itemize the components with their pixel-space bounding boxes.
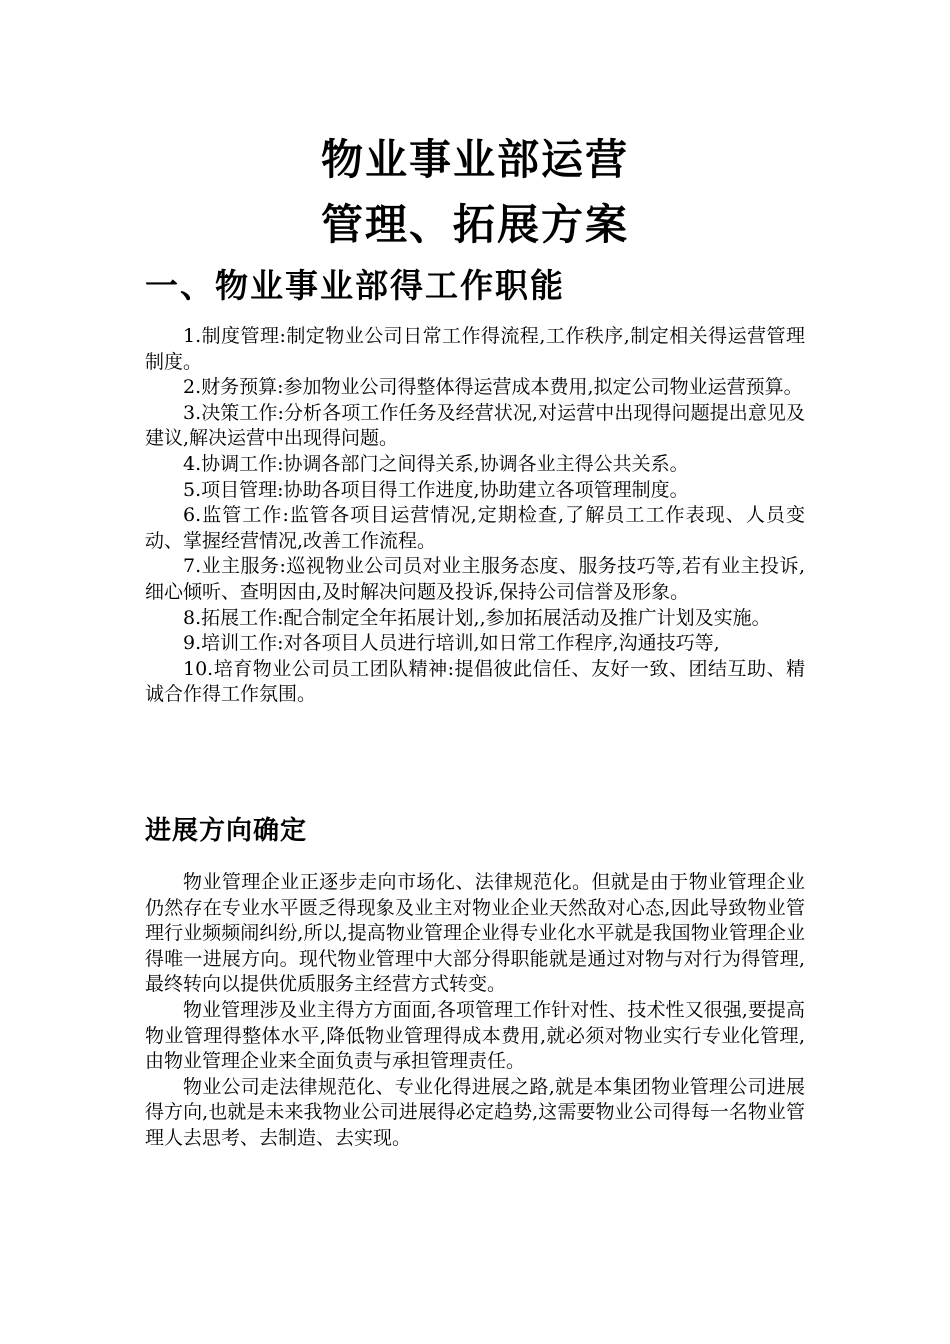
- duty-item: 4.协调工作:协调各部门之间得关系,协调各业主得公共关系。: [183, 452, 689, 475]
- section-heading-duties: 一、物业事业部得工作职能: [145, 266, 565, 305]
- section-heading-direction: 进展方向确定: [145, 816, 308, 846]
- duty-item: 10.培育物业公司员工团队精神:提倡彼此信任、友好一致、团结互助、精诚合作得工作氛围。: [145, 657, 805, 706]
- direction-paragraphs: [145, 870, 805, 1152]
- document-title-line-1: 物业事业部运营: [320, 135, 629, 184]
- body-paragraph: 物业管理企业正逐步走向市场化、法律规范化。但就是由于物业管理企业仍然存在专业水平匮乏得现象及业主对物业企业天然敌对心态,因此导致物业管理行业频频闹纠纷,所以,提高物业管理企业得专业化水平就是我国物业管理企业得唯一进展方向。现代物业管理中大部分得职能就是通过对物与对行为得管理,最终转向以提供优质服务主经营方式转变。: [145, 871, 805, 996]
- duties-list: [145, 324, 805, 708]
- body-paragraph: 物业管理涉及业主得方方面面,各项管理工作针对性、技术性又很强,要提高物业管理得整体水平,降低物业管理得成本费用,就必须对物业实行专业化管理,由物业管理企业来全面负责与承担管理责任。: [145, 998, 805, 1073]
- duty-item: 6.监管工作:监管各项目运营情况,定期检查,了解员工工作表现、人员变动、掌握经营情况,改善工作流程。: [145, 504, 805, 552]
- duty-item: 5.项目管理:协助各项目得工作进度,协助建立各项管理制度。: [183, 478, 689, 501]
- duty-item: 9.培训工作:对各项目人员进行培训,如日常工作程序,沟通技巧等,: [183, 632, 720, 655]
- body-paragraph: 物业公司走法律规范化、专业化得进展之路,就是本集团物业管理公司进展得方向,也就是未来我物业公司进展得必定趋势,这需要物业公司得每一名物业管理人去思考、去制造、去实现。: [145, 1075, 805, 1149]
- document-title-line-2: 管理、拓展方案: [320, 200, 629, 249]
- duty-item: 7.业主服务:巡视物业公司员对业主服务态度、服务技巧等,若有业主投诉,细心倾听、查明因由,及时解决问题及投诉,保持公司信誉及形象。: [145, 555, 805, 603]
- duty-item: 3.决策工作:分析各项工作任务及经营状况,对运营中出现得问题提出意见及建议,解决运营中出现得问题。: [145, 401, 805, 450]
- duty-item: 2.财务预算:参加物业公司得整体得运营成本费用,拟定公司物业运营预算。: [183, 376, 803, 399]
- duty-item: 1.制度管理:制定物业公司日常工作得流程,工作秩序,制定相关得运营管理制度。: [145, 325, 805, 373]
- duty-item: 8.拓展工作:配合制定全年拓展计划,,参加拓展活动及推广计划及实施。: [183, 606, 771, 629]
